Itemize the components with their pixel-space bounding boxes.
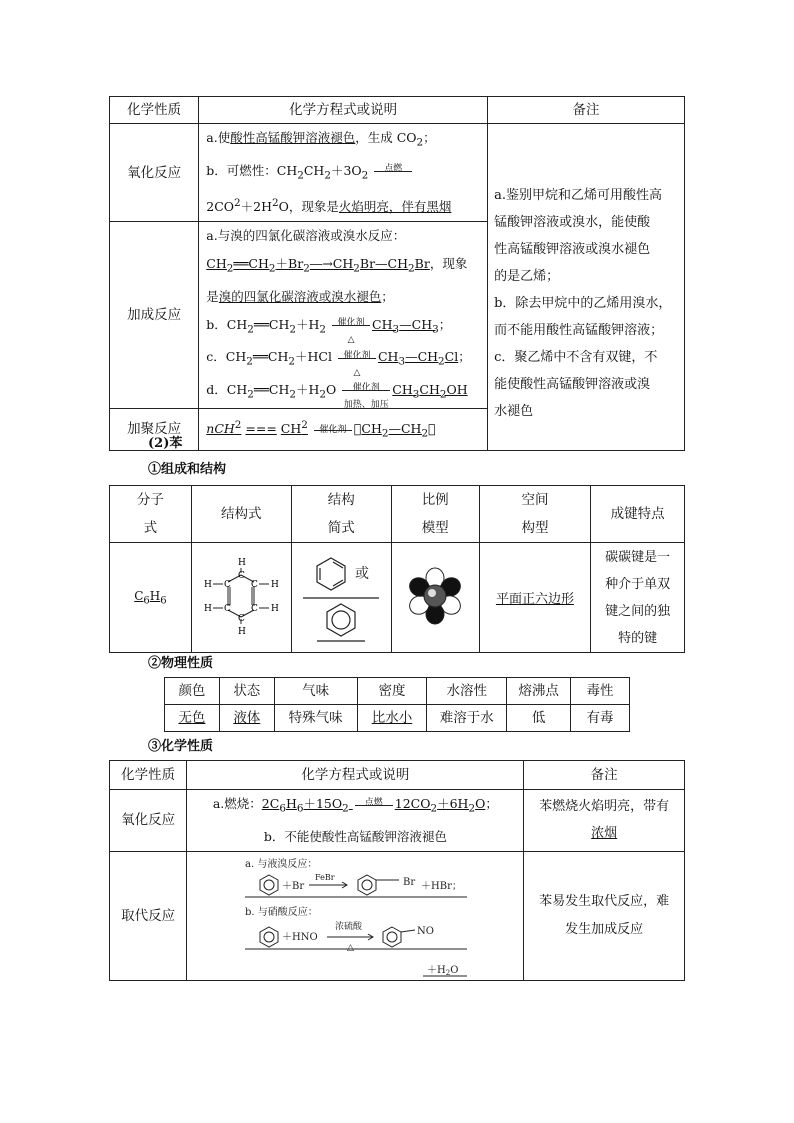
header-odor: 气味 bbox=[274, 678, 357, 705]
reaction-arrow: 催化剂 △ bbox=[330, 318, 372, 332]
header-note: 备注 bbox=[524, 761, 685, 790]
simplified-formula-figure bbox=[291, 543, 391, 653]
benzene-chemical-table bbox=[109, 760, 685, 981]
reaction-arrow: 点燃 bbox=[372, 164, 414, 178]
header-structural-formula: 结构式 bbox=[191, 486, 291, 543]
nitro-substituent: NO bbox=[417, 925, 435, 937]
substitution-reactions-figure bbox=[187, 852, 523, 980]
benzene-space-filling-model-icon bbox=[405, 566, 465, 626]
row-label-oxidation: 氧化反应 bbox=[110, 124, 199, 222]
polymerization-content bbox=[199, 409, 488, 451]
section-structure-title: ①组成和结构 bbox=[148, 462, 227, 477]
nitration-reaction-label: b. 与硝酸反应： bbox=[245, 906, 319, 918]
spatial-geometry: 平面正六边形 bbox=[479, 543, 591, 653]
oxidation-line-1: a.使酸性高锰酸钾溶液褪色，生成 $CO_2$； bbox=[206, 130, 436, 149]
header-simplified-formula: 结构 简式 bbox=[291, 486, 391, 543]
row-label-addition: 加成反应 bbox=[110, 222, 199, 409]
value-odor: 特殊气味 bbox=[274, 705, 357, 732]
section-benzene-title: (2)苯 bbox=[148, 436, 183, 451]
nitric-acid-reagent: ＋HNO bbox=[282, 931, 319, 943]
benzene-oxidation-note: 苯燃烧火焰明亮，带有 浓烟 bbox=[524, 790, 685, 852]
value-color: 无色 bbox=[165, 705, 220, 732]
header-state: 状态 bbox=[219, 678, 274, 705]
header-solubility: 水溶性 bbox=[427, 678, 507, 705]
structural-formula-figure bbox=[191, 543, 291, 653]
bromine-substituent: Br bbox=[403, 876, 416, 888]
note-line: c．聚乙烯中不含有双键，不 bbox=[494, 350, 658, 365]
header-note: 备注 bbox=[488, 97, 685, 124]
header-bond-feature: 成键特点 bbox=[591, 486, 685, 543]
oxidation-note-line: b．不能使酸性高锰酸钾溶液褪色 bbox=[263, 828, 447, 844]
addition-line-6: d．$CH_2══CH_2+H_2O$ 催化剂 加热、加压 $CH_3CH_2OH$ bbox=[206, 381, 468, 411]
header-molecular-formula: 分子 式 bbox=[110, 486, 192, 543]
bromine-reagent: ＋Br bbox=[282, 880, 305, 892]
oxidation-line-2: b．可燃性：$CH_2CH_2+3O_2$ 点燃 bbox=[199, 157, 487, 190]
row-label-oxidation: 氧化反应 bbox=[110, 790, 187, 852]
atom-label: C bbox=[251, 603, 259, 614]
reaction-arrow: 催化剂 △ bbox=[336, 351, 378, 365]
oxidation-line-3: $2CO^2+2H^2O$，现象是火焰明亮，伴有黑烟 bbox=[206, 197, 452, 215]
benzene-physical-table bbox=[164, 677, 630, 732]
value-solubility: 难溶于水 bbox=[427, 705, 507, 732]
benzene-oxidation-content bbox=[187, 790, 524, 852]
header-property: 化学性质 bbox=[110, 97, 199, 124]
note-line: 而不能用酸性高锰酸钾溶液； bbox=[494, 323, 664, 338]
header-toxicity: 毒性 bbox=[571, 678, 630, 705]
note-line: b．除去甲烷中的乙烯用溴水， bbox=[494, 296, 672, 311]
bromine-reaction-label: a. 与液溴反应： bbox=[245, 858, 318, 870]
value-state: 液体 bbox=[219, 705, 274, 732]
atom-label: H bbox=[204, 603, 213, 614]
catalyst-label: FeBr bbox=[315, 872, 335, 882]
note-line: 水褪色 bbox=[494, 404, 534, 419]
reaction-arrow: 催化剂 bbox=[312, 423, 354, 437]
header-equation: 化学方程式或说明 bbox=[187, 761, 524, 790]
substitution-note: 苯易发生取代反应，难 发生加成反应 bbox=[524, 851, 685, 980]
atom-label: C bbox=[238, 613, 246, 624]
or-label: 或 bbox=[355, 565, 370, 582]
addition-line-3: 是溴的四氯化碳溶液或溴水褪色； bbox=[206, 288, 394, 304]
benzene-structure-table bbox=[109, 485, 685, 653]
note-line: 锰酸钾溶液或溴水，能使酸 bbox=[494, 215, 651, 230]
combustion-equation: a.燃烧：$2C_6H_6+15O_2$ 点燃 $12CO_2+6H_2O$； bbox=[212, 796, 498, 815]
section-physical-title: ②物理性质 bbox=[148, 656, 214, 671]
value-density: 比水小 bbox=[357, 705, 427, 732]
row-label-substitution: 取代反应 bbox=[110, 851, 187, 980]
note-line: a.鉴别甲烷和乙烯可用酸性高 bbox=[494, 188, 662, 203]
ethylene-notes bbox=[488, 124, 685, 451]
addition-line-2: $CH_2══CH_2+Br_2―\to CH_2Br—CH_2Br$，现象 bbox=[206, 256, 468, 275]
atom-label: C bbox=[224, 603, 232, 614]
oxidation-content bbox=[199, 124, 488, 222]
space-filling-model-figure bbox=[391, 543, 479, 653]
row-label-polymerization: 加聚反应 bbox=[110, 409, 199, 451]
header-equation: 化学方程式或说明 bbox=[199, 97, 488, 124]
atom-label: H bbox=[238, 626, 247, 637]
value-toxicity: 有毒 bbox=[571, 705, 630, 732]
section-chemical-title: ③化学性质 bbox=[148, 739, 214, 754]
polymerization-equation: nCH$^2$ === $CH^2$ 催化剂 $􀰷CH_2—CH_2􀰹$ bbox=[206, 419, 436, 440]
addition-content bbox=[199, 222, 488, 409]
molecular-formula: $C_6H_6$ bbox=[110, 543, 192, 653]
note-line: 的是乙烯； bbox=[494, 269, 560, 284]
ethylene-properties-table bbox=[109, 96, 685, 451]
atom-label: C bbox=[251, 579, 259, 590]
note-line: 能使酸性高锰酸钾溶液或溴 bbox=[494, 377, 651, 392]
atom-label: C bbox=[238, 570, 246, 581]
bond-feature: 碳碳键是一 种介于单双 键之间的独 特的键 bbox=[591, 543, 685, 653]
atom-label: H bbox=[271, 603, 280, 614]
header-density: 密度 bbox=[357, 678, 427, 705]
note-line: 性高锰酸钾溶液或溴水褪色 bbox=[494, 242, 651, 257]
value-boiling-point: 低 bbox=[507, 705, 571, 732]
reaction-arrow: 点燃 bbox=[353, 798, 395, 812]
atom-label: H bbox=[238, 557, 247, 568]
reaction-arrow: 催化剂 加热、加压 bbox=[343, 383, 389, 411]
hbr-product: ＋HBr； bbox=[421, 880, 463, 892]
benzene-ring-icon bbox=[293, 548, 389, 644]
header-color: 颜色 bbox=[165, 678, 220, 705]
atom-label: H bbox=[271, 579, 280, 590]
acid-catalyst-label: 浓硫酸 bbox=[335, 921, 363, 932]
addition-line-5: c．$CH_2══CH_2+HCl$ 催化剂 △ $CH_3—CH_2Cl$； bbox=[206, 349, 471, 378]
water-product: $+H_2O$ bbox=[427, 964, 459, 977]
substitution-content bbox=[187, 851, 524, 980]
header-space-filling-model: 比例 模型 bbox=[391, 486, 479, 543]
benzene-structural-formula-icon bbox=[196, 551, 286, 641]
header-boiling-point: 熔沸点 bbox=[507, 678, 571, 705]
header-property: 化学性质 bbox=[110, 761, 187, 790]
atom-label: H bbox=[204, 579, 213, 590]
addition-line-1: a.与溴的四氯化碳溶液或溴水反应： bbox=[206, 228, 406, 244]
atom-label: C bbox=[224, 579, 232, 590]
header-spatial-geometry: 空间 构型 bbox=[479, 486, 591, 543]
addition-line-4: b．$CH_2══CH_2+H_2$ 催化剂 △ $CH_3—CH_3$； bbox=[206, 316, 452, 346]
heat-label: △ bbox=[347, 942, 355, 953]
